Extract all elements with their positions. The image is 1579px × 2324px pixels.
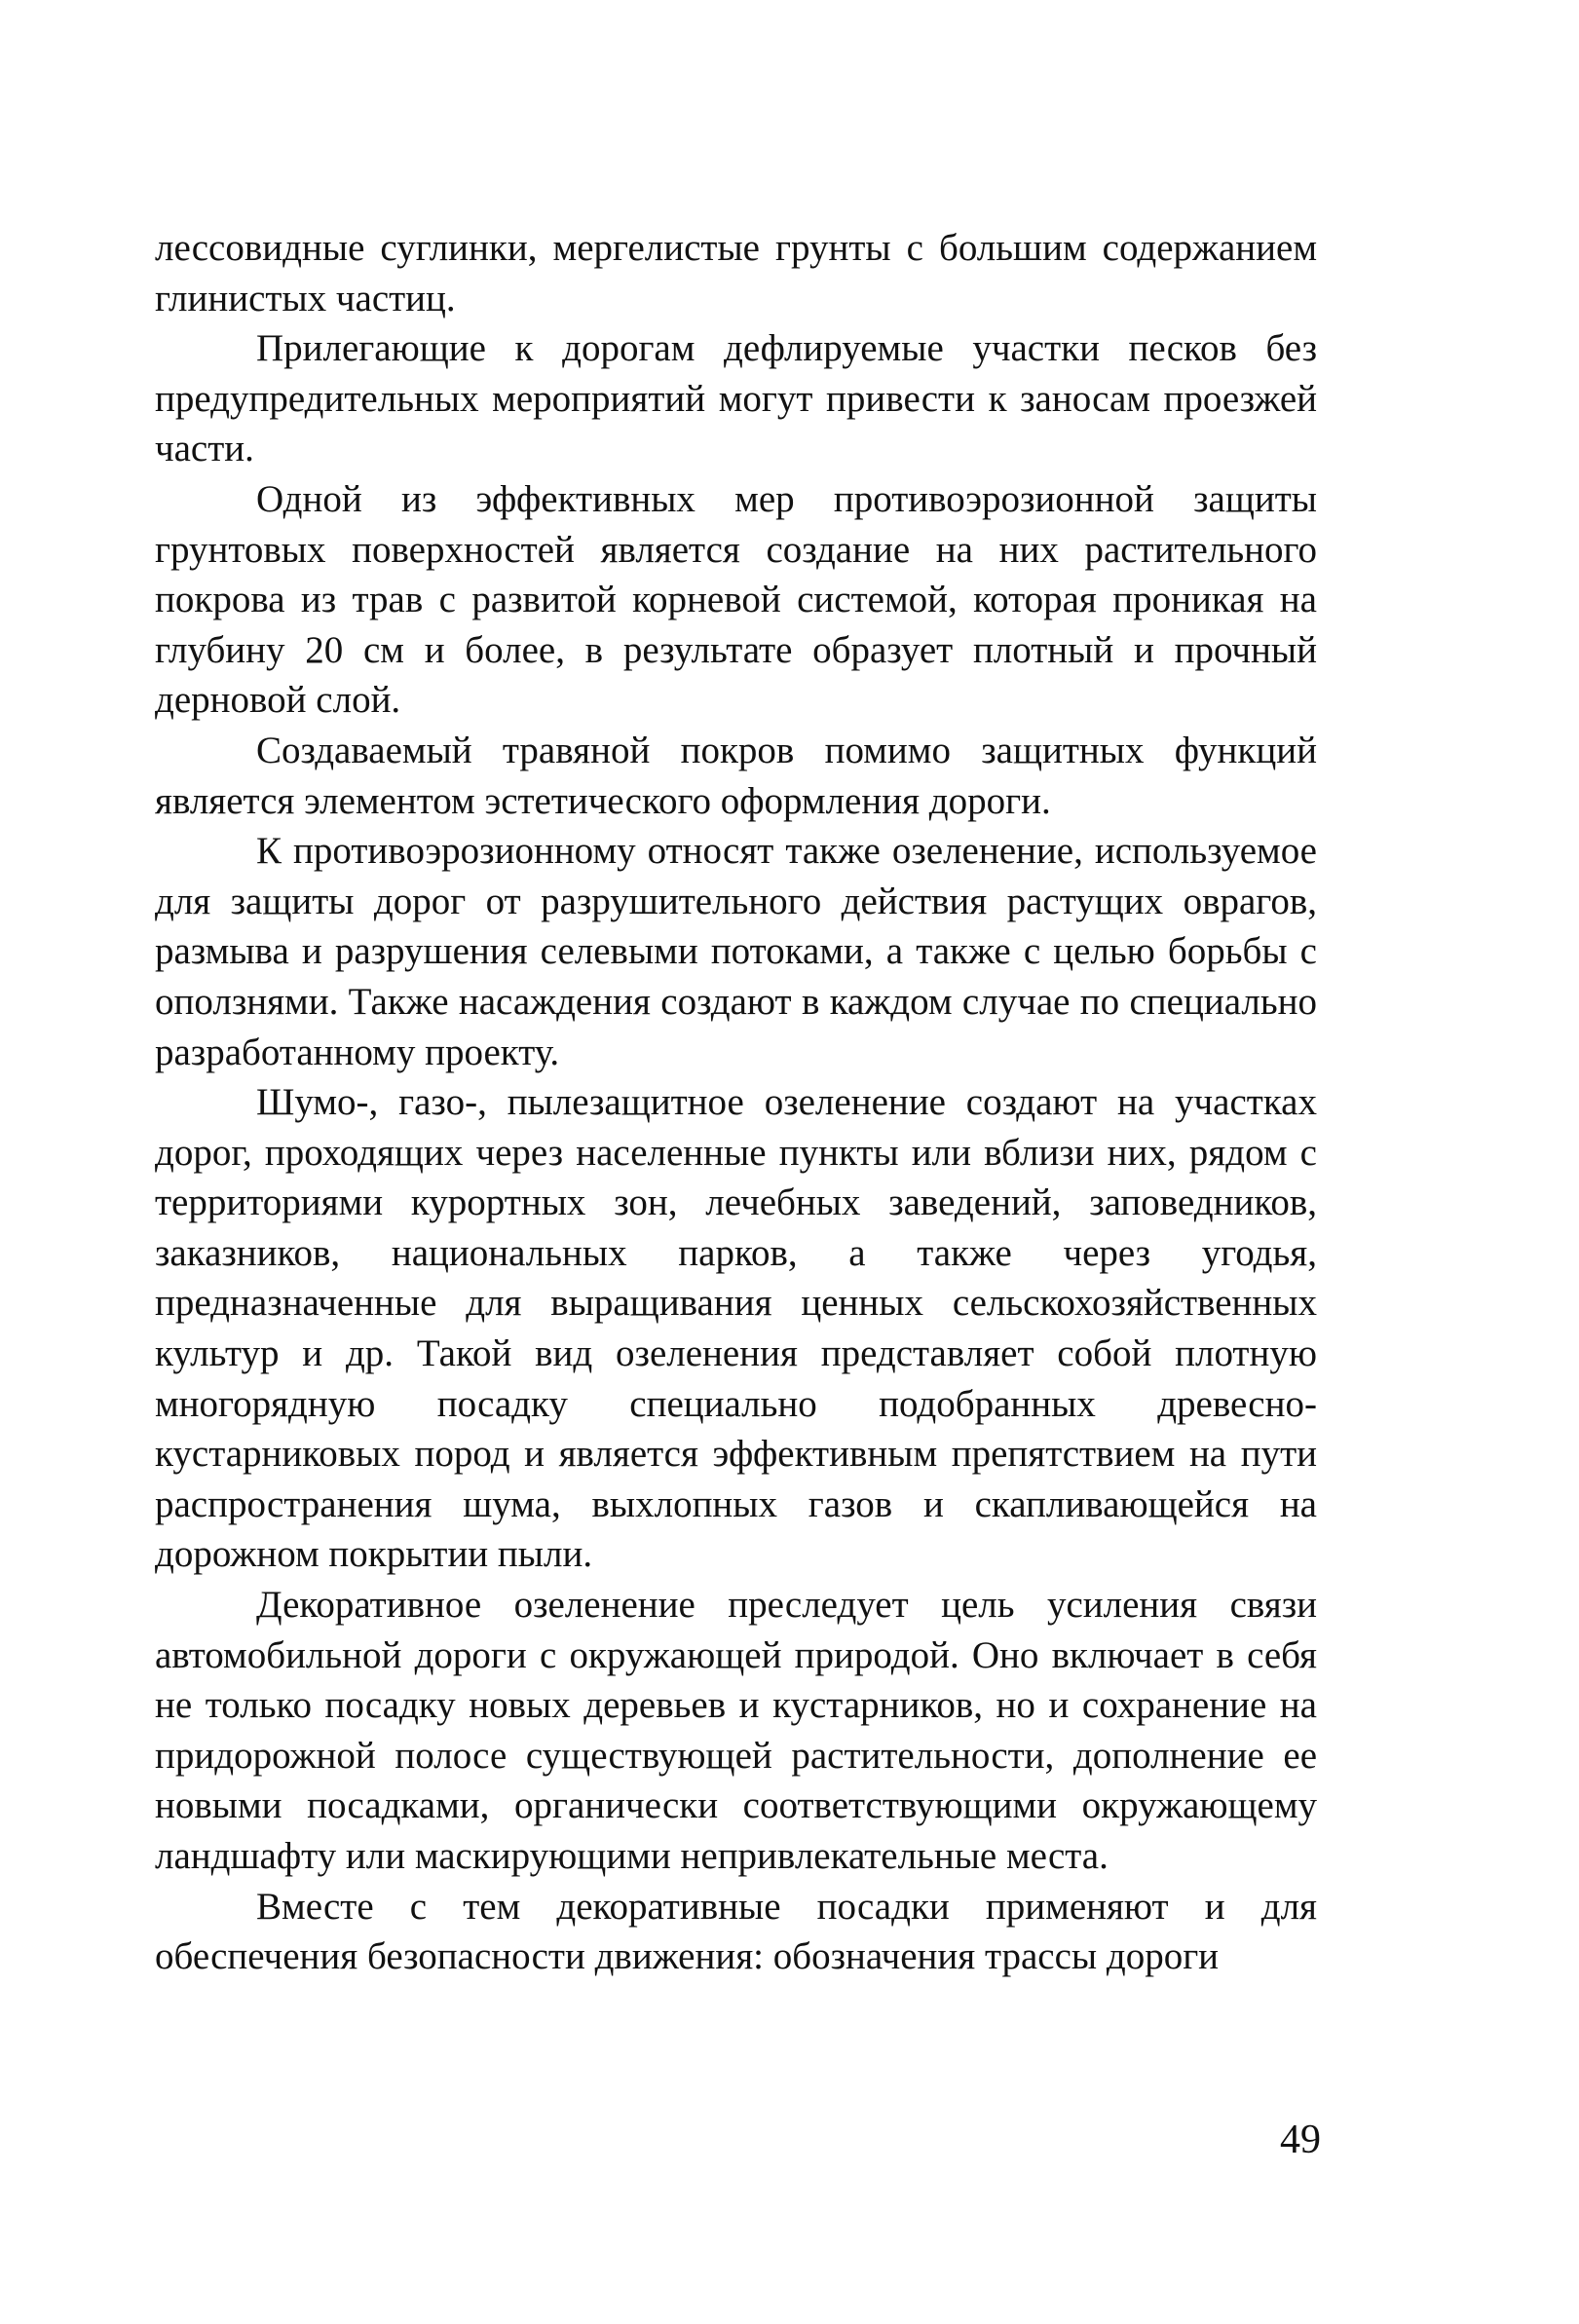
body-text (155, 223, 1317, 1982)
paragraph-3: Одной из эффективных мер противоэрозионной защиты грунтовых поверхностей является создание на них растительного покрова из трав с развитой корневой системой, которая проникая на глубину 20 см и более, в результате образует плотный и прочный дерновой слой. (155, 477, 1317, 722)
paragraph-6: Шумо-, газо-, пылезащитное озеленение создают на участках дорог, проходящих через населенные пункты или вблизи них, рядом с территориями курортных зон, лечебных заведений, заповедников, заказников, национальных парков, а также через угодья, предназначенные для выращивания ценных сельскохозяйственных культур и др. Такой вид озеленения представляет собой плотную многорядную посадку специально подобранных древеснокустарниковых пород и является эффективным препятствием на пути распространения шума, выхлопных газов и скапливающейся на дорожном покрытии пыли. (155, 1081, 1317, 1576)
paragraph-2: Прилегающие к дорогам дефлируемые участки песков без предупредительных мероприятий могут привести к заносам проезжей части. (155, 327, 1317, 470)
paragraph-7: Декоративное озеленение преследует цель усиления связи автомобильной дороги с окружающей природой. Оно включает в себя не только посадку новых деревьев и кустарников, но и сохранение на придорожной полосе существующей растительности, дополнение ее новыми посадками, органически соответствующими окружающему ландшафту или маскирующими непривлекательные места. (155, 1584, 1317, 1877)
paragraph-5: К противоэрозионному относят также озеленение, используемое для защиты дорог от разрушительного действия растущих оврагов, размыва и разрушения селевыми потоками, а также с целью борьбы с оползнями. Также насаждения создают в каждом случае по специально разработанному проекту. (155, 830, 1317, 1073)
paragraph-1: лессовидные суглинки, мергелистые грунты с большим содержанием глинистых частиц. (155, 227, 1317, 319)
paragraph-4: Создаваемый травяной покров помимо защитных функций является элементом эстетического оформления дороги. (155, 729, 1317, 822)
page-number: 49 (1280, 2118, 1321, 2162)
paragraph-8: Вместе с тем декоративные посадки применяют и для обеспечения безопасности движения: обозначения трассы дороги (155, 1885, 1317, 1978)
